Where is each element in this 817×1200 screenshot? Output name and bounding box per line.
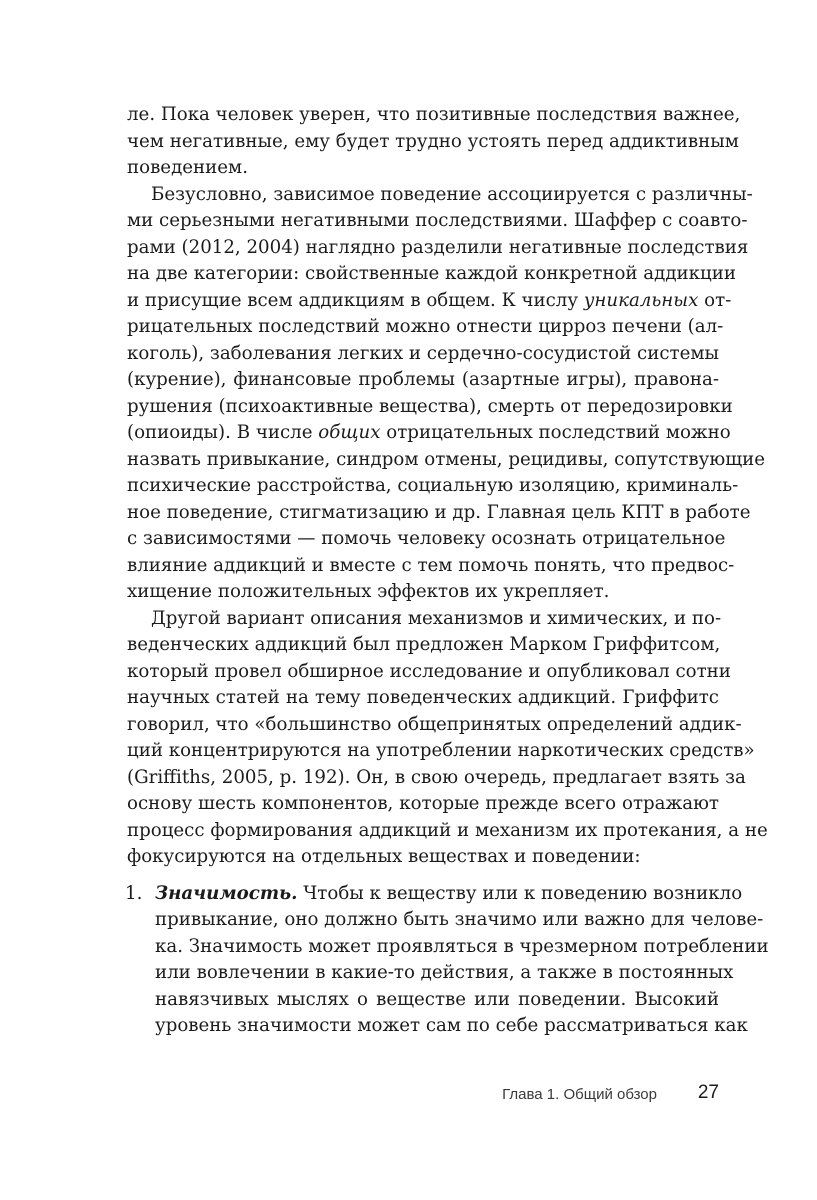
text-line: рушения (психоактивные вещества), смерть от передозировки [127,395,733,417]
text-line: рицательных последствий можно отнести цирроз печени (ал- [127,316,724,337]
text-line: ное поведение, стигматизацию и др. Главная цель КПТ в работе [127,501,751,523]
text-line: Значимость. Чтобы к веществу или к поведению возникло [155,882,743,904]
text-line: коголь), заболевания легких и сердечно-сосудистой системы [127,342,719,364]
list-item [125,881,769,1040]
text-line: чем негативные, ему будет трудно устоять перед аддиктивным [127,130,739,152]
text-line: научных статей на тему поведенческих аддикций. Гриффитс [127,687,719,708]
text-line: процесс формирования аддикций и механизм их протекания, а не [127,819,768,841]
text-line: ций концентрируются на употреблении наркотических средств» [127,740,755,761]
text-line: Безусловно, зависимое поведение ассоциируется с различны- [151,183,753,205]
text-line: (курение), финансовые проблемы (азартные игры), правона- [127,369,719,390]
text-line: ка. Значимость может проявляться в чрезмерном потреблении [155,935,769,957]
text-line: или вовлечении в какие-то действия, а также в постоянных [155,962,734,983]
text-line: и присущие всем аддикциям в общем. К числу уникальных от- [127,289,732,311]
text-line: (опиоиды). В числе общих отрицательных последствий можно [127,422,731,443]
text-line: фокусируются на отдельных веществах и поведении: [127,846,641,867]
text-line: назвать привыкание, синдром отмены, рецидивы, сопутствующие [127,448,765,470]
text-line: хищение положительных эффектов их укрепляет. [127,581,610,602]
text-line: веденческих аддикций был предложен Марком Гриффитсом, [127,634,721,655]
list-item-body [127,881,769,1040]
text-line: основу шесть компонентов, которые прежде всего отражают [127,793,719,814]
text-line: навязчивых мыслях о веществе или поведении. Высокий [155,988,719,1010]
text-line: (Griffiths, 2005, p. 192). Он, в свою очередь, предлагает взять за [127,766,746,788]
text-line: ле. Пока человек уверен, что позитивные последствия важнее, [127,104,741,125]
paragraph-3 [127,606,768,871]
text-line: ми серьезными негативными последствиями. Шаффер с соавто- [127,210,748,231]
text-line: Другой вариант описания механизмов и химических, и по- [151,607,722,629]
page-footer [0,1082,719,1108]
text-line: который провел обширное исследование и опубликовал сотни [127,660,731,682]
text-line: влияние аддикций и вместе с тем помочь понять, что предвос- [127,554,735,576]
page-number: 27 [697,1082,719,1103]
list-term: Значимость. [155,882,298,904]
text-line: поведением. [127,157,248,178]
emphasis-unique: уникальных [583,289,699,311]
running-head: Глава 1. Общий обзор [502,1086,657,1103]
text-line: на две категории: свойственные каждой конкретной аддикции [127,263,736,284]
paragraph-1 [127,102,741,182]
text-line: уровень значимости может сам по себе рассматриваться как [155,1015,748,1036]
paragraph-2 [127,182,765,606]
text-line: психические расстройства, социальную изоляцию, криминаль- [127,475,739,496]
text-line: рами (2012, 2004) наглядно разделили негативные последствия [127,236,749,258]
text-line: говорил, что «большинство общепринятых определений аддик- [127,713,742,735]
text-line: с зависимостями — помочь человеку осознать отрицательное [127,528,726,549]
emphasis-common: общих [318,422,381,443]
list-number: 1. [125,882,143,904]
text-line: привыкание, оно должно быть значимо или важно для челове- [155,909,764,930]
main-text [125,102,769,1040]
